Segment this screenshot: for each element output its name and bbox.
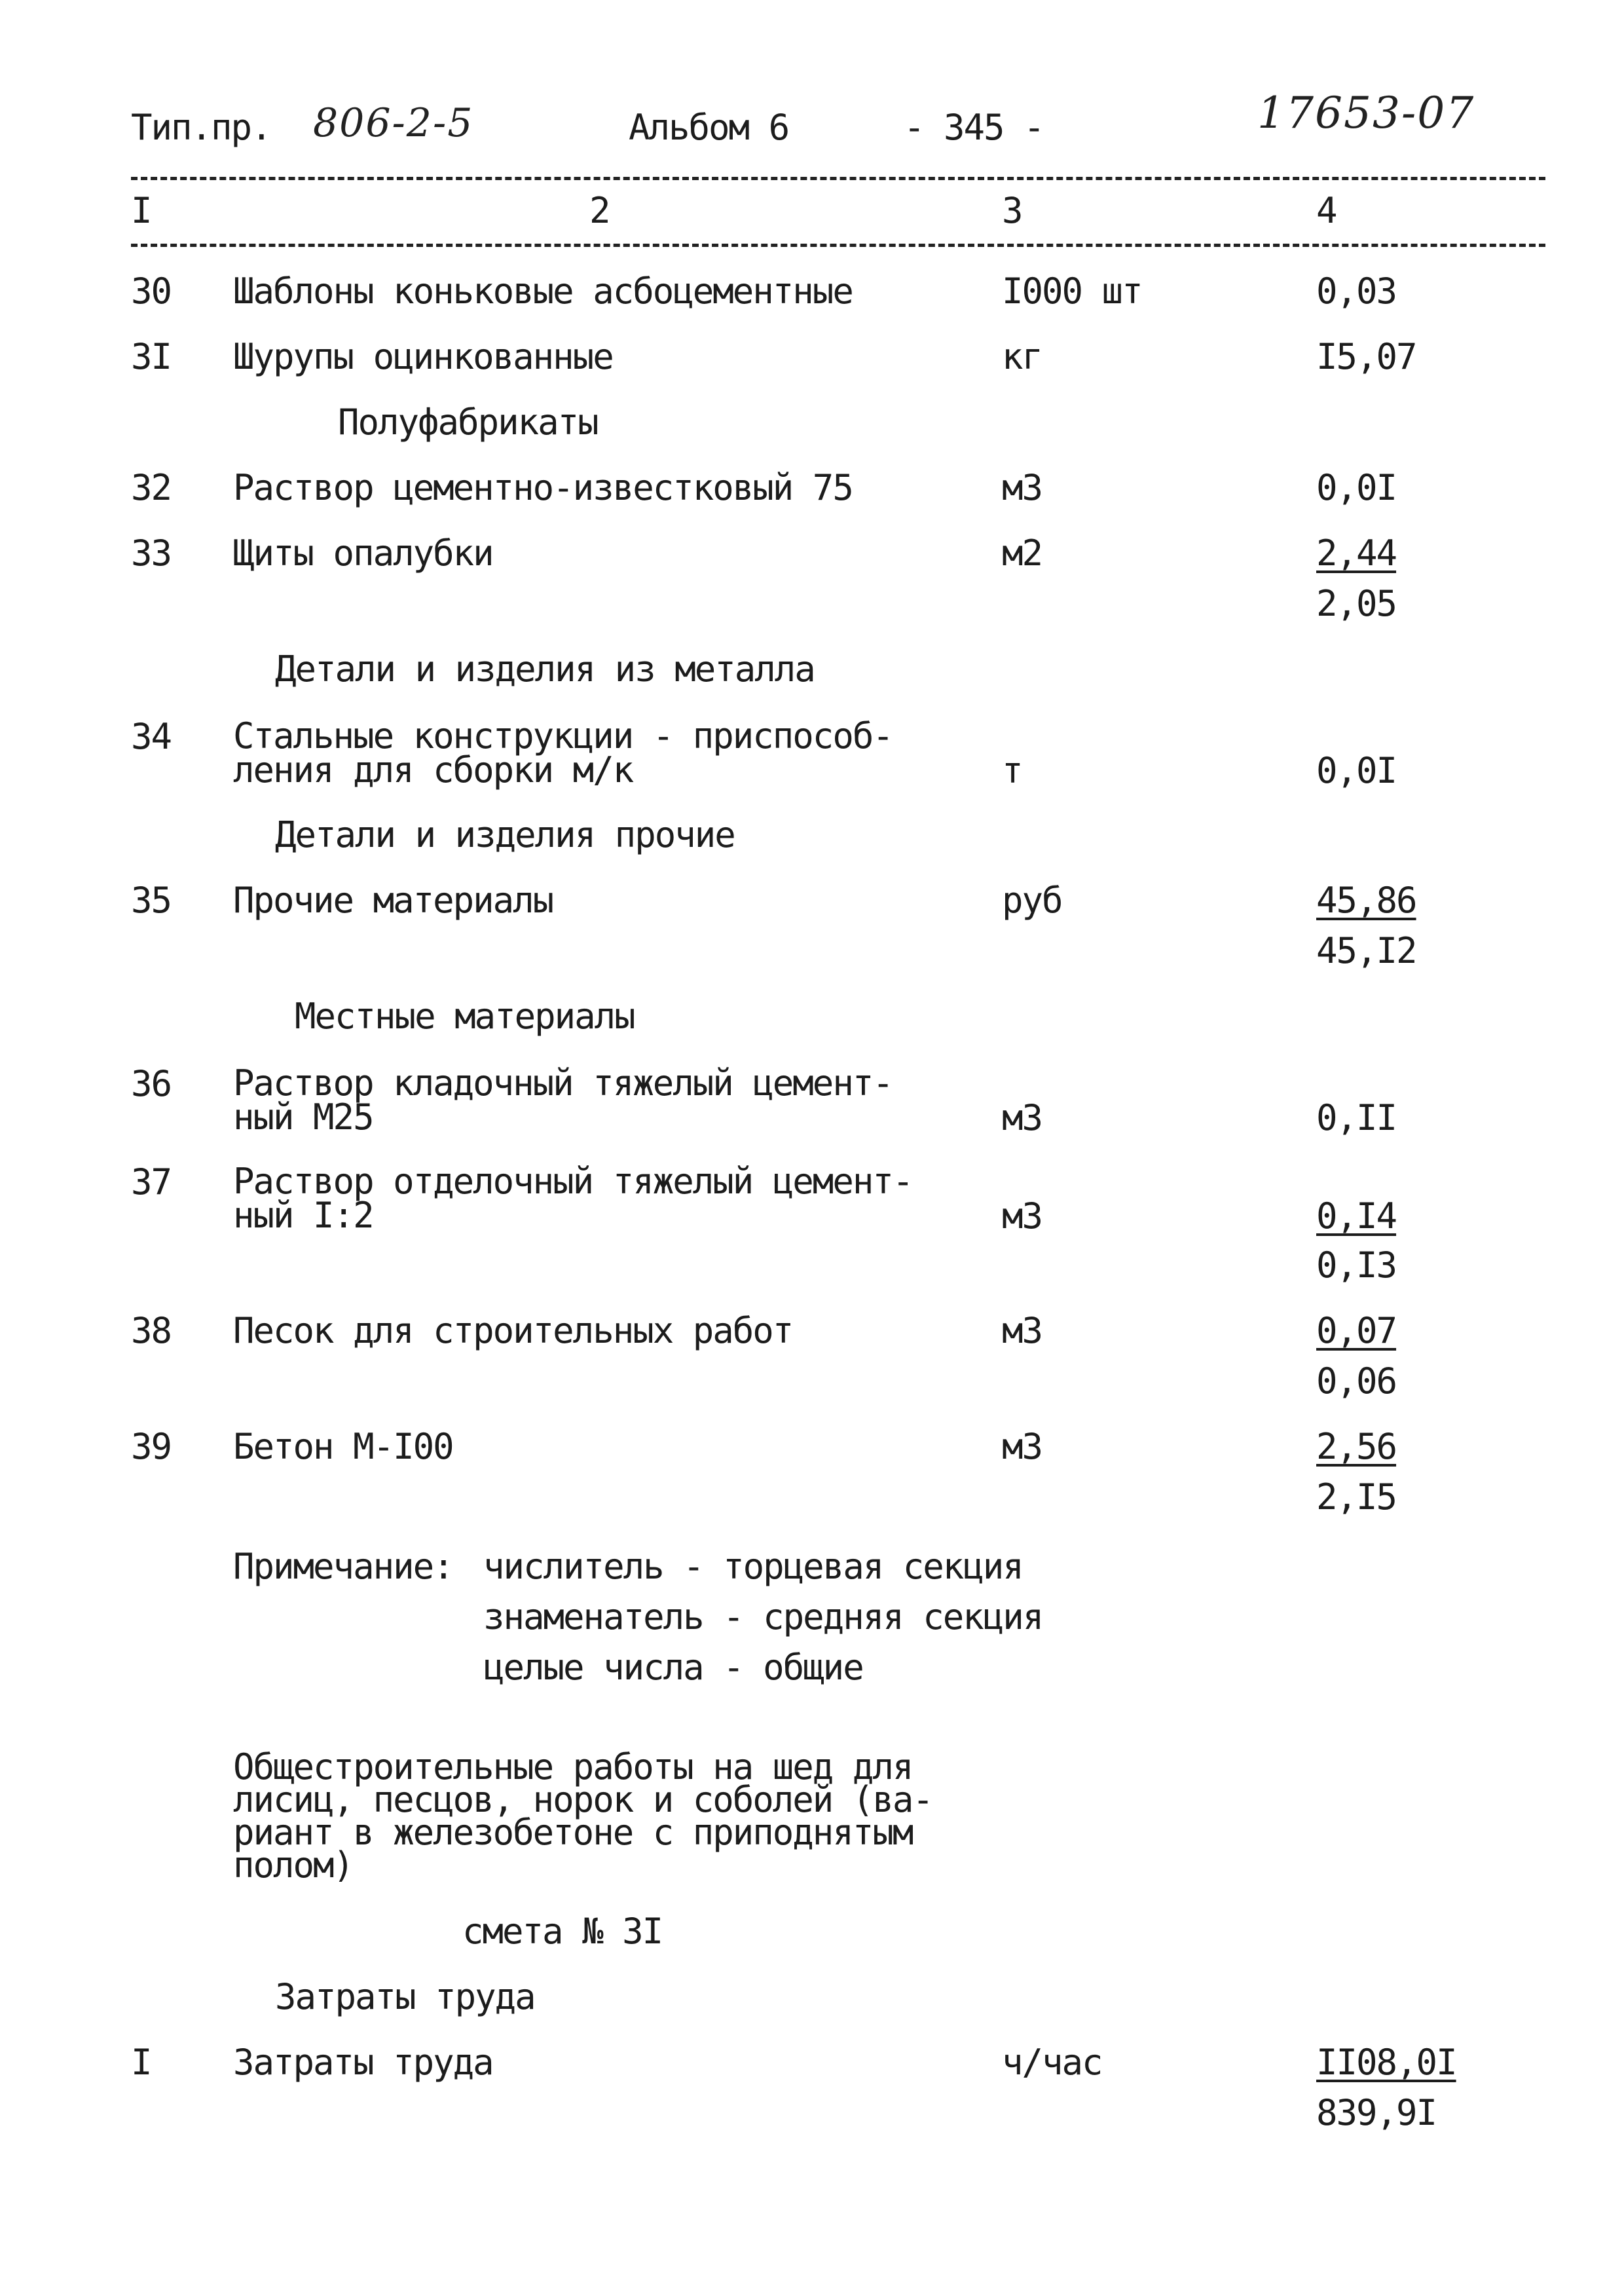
row-name: Бетон М-I00 [233, 1426, 453, 1467]
row-name-line1: Раствор кладочный тяжелый цемент- [233, 1062, 893, 1104]
row-value: 0,II [1316, 1097, 1397, 1138]
title-line: лисиц, песцов, норок и соболей (ва- [233, 1779, 932, 1820]
row-unit: м3 [1002, 467, 1043, 508]
note-line: числитель - торцевая секция [483, 1546, 1023, 1587]
row-value: I5,07 [1316, 336, 1416, 377]
row-name-line2: ления для сборки м/к [233, 749, 633, 791]
row-value: 0,0I [1316, 750, 1397, 791]
title-line: Общестроительные работы на шед для [233, 1746, 913, 1787]
column-header-2: 2 [589, 190, 610, 231]
row-value-numerator: 0,07 [1316, 1310, 1397, 1351]
row-number: 30 [131, 271, 172, 312]
row-value: 0,03 [1316, 271, 1397, 312]
row-name-line2: ный М25 [233, 1096, 373, 1138]
section-heading-semifinished: Полуфабрикаты [338, 402, 598, 443]
section-heading-labor: Затраты труда [275, 1976, 535, 2017]
type-code: 806-2-5 [313, 100, 474, 146]
row-name: Шурупы оцинкованные [233, 336, 613, 377]
header-rule-top [131, 177, 1545, 180]
row-name-line1: Раствор отделочный тяжелый цемент- [233, 1161, 913, 1202]
document-number: 17653-07 [1257, 88, 1475, 138]
row-unit: м3 [1002, 1426, 1043, 1467]
row-unit: м3 [1002, 1195, 1043, 1237]
row-number: 37 [131, 1161, 172, 1203]
row-number: 3I [131, 336, 172, 377]
title-line: риант в железобетоне с приподнятым [233, 1812, 913, 1853]
row-number: 36 [131, 1063, 172, 1104]
row-name: Щиты опалубки [233, 533, 493, 574]
row-unit: м3 [1002, 1310, 1043, 1351]
row-unit: ч/час [1002, 2042, 1102, 2083]
note-line: знаменатель - средняя секция [483, 1596, 1043, 1637]
row-value-numerator: 0,I4 [1316, 1195, 1397, 1237]
row-number: 33 [131, 533, 172, 574]
row-unit: м3 [1002, 1097, 1043, 1138]
row-value-numerator: 45,86 [1316, 880, 1416, 921]
title-line: полом) [233, 1844, 354, 1886]
row-value-numerator: II08,0I [1316, 2042, 1456, 2083]
section-heading-local: Местные материалы [295, 996, 635, 1037]
row-unit: I000 шт [1002, 271, 1142, 312]
row-number: 38 [131, 1310, 172, 1351]
row-value-denominator: 2,05 [1316, 583, 1397, 624]
row-value-denominator: 45,I2 [1316, 930, 1416, 971]
estimate-number: смета № 3I [462, 1911, 663, 1952]
row-name: Раствор цементно-известковый 75 [233, 467, 853, 508]
note-line: целые числа - общие [483, 1647, 863, 1688]
row-name: Шаблоны коньковые асбоцементные [233, 271, 853, 312]
row-value: 0,0I [1316, 467, 1397, 508]
row-name: Затраты труда [233, 2042, 493, 2083]
row-value-denominator: 0,I3 [1316, 1244, 1397, 1286]
page-number: - 345 - [904, 107, 1044, 148]
row-unit: кг [1002, 336, 1043, 377]
row-value-numerator: 2,44 [1316, 533, 1397, 574]
row-number: I [131, 2042, 151, 2083]
column-header-4: 4 [1316, 190, 1337, 231]
row-value-denominator: 2,I5 [1316, 1476, 1397, 1518]
row-value-denominator: 0,06 [1316, 1360, 1397, 1402]
row-number: 32 [131, 467, 172, 508]
row-number: 35 [131, 880, 172, 921]
row-number: 39 [131, 1426, 172, 1467]
row-unit: руб [1002, 880, 1062, 921]
row-number: 34 [131, 716, 172, 757]
row-value-denominator: 839,9I [1316, 2092, 1437, 2133]
row-name: Прочие материалы [233, 880, 553, 921]
row-unit: т [1002, 750, 1022, 791]
row-unit: м2 [1002, 533, 1043, 574]
type-label: Тип.пр. [131, 107, 271, 148]
row-name-line1: Стальные конструкции - приспособ- [233, 715, 893, 757]
row-name: Песок для строительных работ [233, 1310, 793, 1351]
column-header-3: 3 [1002, 190, 1022, 231]
header-rule-bottom [131, 244, 1545, 247]
column-header-1: I [131, 190, 151, 231]
note-label: Примечание: [233, 1546, 453, 1587]
row-name-line2: ный I:2 [233, 1195, 373, 1236]
album-label: Альбом 6 [629, 107, 789, 148]
row-value-numerator: 2,56 [1316, 1426, 1397, 1467]
section-heading-metal: Детали и изделия из металла [275, 648, 815, 690]
section-heading-other: Детали и изделия прочие [275, 814, 735, 855]
